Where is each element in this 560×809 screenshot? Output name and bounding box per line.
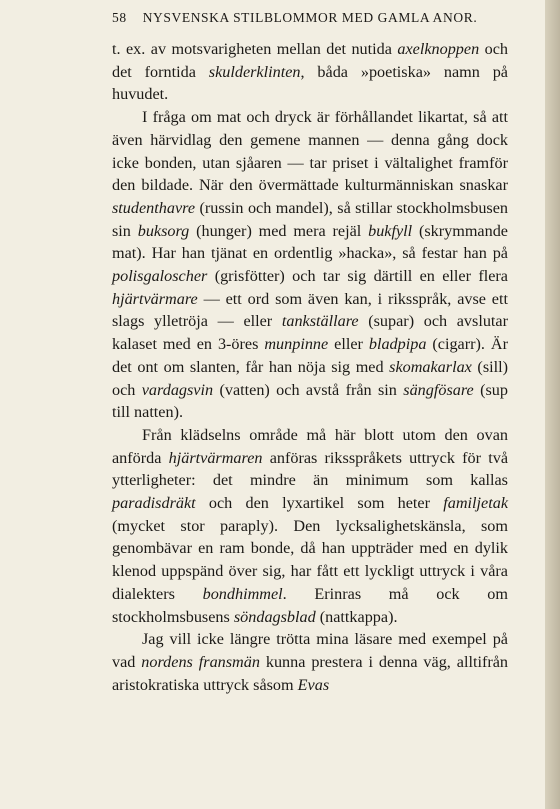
text-run: (hunger) med mera rejäl	[189, 221, 369, 240]
italic-term: bondhimmel	[202, 584, 283, 603]
italic-term: studenthavre	[112, 198, 196, 217]
italic-term: skomakarlax	[389, 357, 472, 376]
body-text	[112, 38, 508, 696]
italic-term: tankställare	[281, 312, 359, 331]
text-run: eller	[328, 335, 369, 354]
text-run: (russin och mandel), så stillar stockholmsbusen sin	[112, 198, 508, 240]
text-run: (grisfötter) och tar sig därtill en eller flera	[207, 267, 508, 286]
italic-term: söndagsblad	[233, 607, 316, 626]
running-title: NYSVENSKA STILBLOMMOR MED GAMLA ANOR.	[142, 10, 478, 25]
text-run: anföras riksspråkets uttryck för två ytterligheter: det mindre än minimum som kallas	[112, 448, 509, 490]
italic-term: munpinne	[264, 335, 329, 354]
italic-term: buksorg	[137, 221, 190, 240]
italic-term: sängfösare	[403, 380, 474, 399]
italic-term: bladpipa	[368, 335, 427, 354]
paragraph	[112, 628, 508, 696]
italic-term: vardagsvin	[141, 380, 214, 399]
text-run: (mycket stor paraply). Den lycksalighetskänsla, som genombävar en ram bonde, då han uppträder med en dylik klenod uppspänd över sig, har fått ett lyckligt uttryck i våra dialekters	[112, 516, 508, 603]
paragraph	[112, 38, 508, 106]
text-run: kunna prestera i denna väg, alltifrån aristokratiska uttryck såsom	[112, 652, 508, 694]
text-run: (vatten) och avstå från sin	[213, 380, 404, 399]
text-run: (skrymmande mat). Har han tjänat en ordentlig »hacka», så festar han på	[112, 221, 508, 263]
page-edge	[545, 0, 560, 809]
text-run: (supar) och avslutar kalaset med en 3-öres	[112, 312, 508, 354]
italic-term: axelknoppen	[397, 40, 480, 58]
italic-term: skulderklinten	[208, 62, 301, 81]
text-run: Jag vill icke längre trötta mina läsare med exempel på vad	[112, 630, 508, 671]
italic-term: nordens fransmän	[141, 652, 260, 671]
text-run: . Erinras må ock om stockholmsbusens	[112, 584, 508, 626]
italic-term: bukfyll	[368, 221, 413, 240]
paragraph	[112, 106, 508, 424]
italic-term: familjetak	[443, 494, 508, 513]
text-run: — ett ord som även kan, i riksspråk, avse ett slags ylletröja — eller	[112, 289, 508, 331]
text-run: (cigarr). Är det ont om slanten, får han nöja sig med	[112, 335, 508, 376]
page-number: 58	[112, 10, 127, 25]
italic-term: hjärtvärmaren	[168, 448, 263, 467]
text-run: Från klädselns område må här blott utom den ovan anförda	[112, 425, 508, 467]
text-run: och det forntida	[112, 40, 509, 81]
text-run: , båda »poetiska» namn på huvudet.	[112, 62, 508, 104]
text-run: (nattkappa).	[315, 607, 398, 626]
text-run: (sill) och	[112, 357, 509, 399]
paragraph	[112, 424, 508, 628]
text-run: I fråga om mat och dryck är förhållandet likartat, så att även härvidlag den gemene mannen — denna gång dock icke bonden, utan sjåaren — tar priset i vältalighet framför den bildade. När den övermättade kulturmänniskan snaskar	[112, 108, 508, 195]
italic-term: polisgaloscher	[112, 267, 208, 286]
running-header	[112, 10, 512, 30]
text-run: (sup till natten).	[112, 380, 508, 422]
text-run: t. ex. av motsvarigheten mellan det nutida	[112, 40, 398, 58]
italic-term: hjärtvärmare	[112, 289, 198, 308]
italic-term: paradisdräkt	[112, 494, 196, 513]
italic-term: Evas	[297, 675, 330, 694]
text-run: och den lyxartikel som heter	[195, 494, 444, 513]
